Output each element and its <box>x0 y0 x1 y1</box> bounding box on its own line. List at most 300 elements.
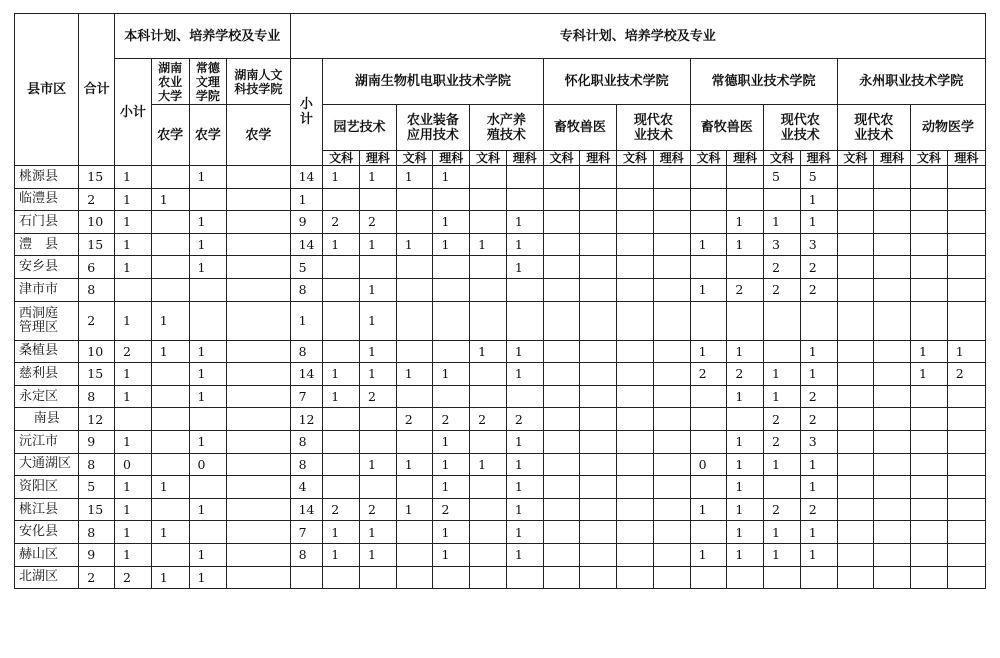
count-cell: 1 <box>470 453 507 476</box>
count-cell <box>764 340 801 363</box>
count-cell <box>396 278 433 301</box>
count-cell: 1 <box>690 340 727 363</box>
table-row <box>15 430 986 453</box>
count-cell <box>617 278 654 301</box>
count-cell: 1 <box>800 521 837 544</box>
count-cell: 1 <box>800 188 837 211</box>
county-name: 资阳区 <box>15 476 79 499</box>
major-veterinary-yongzhou: 动物医学 <box>910 105 985 151</box>
count-cell <box>580 408 617 431</box>
count-cell: 1 <box>506 211 543 234</box>
count-cell: 1 <box>115 301 152 340</box>
count-cell <box>543 256 580 279</box>
count-cell <box>653 188 690 211</box>
count-cell <box>151 408 189 431</box>
count-cell <box>837 408 874 431</box>
count-cell <box>653 453 690 476</box>
count-cell: 1 <box>690 498 727 521</box>
count-cell: 1 <box>433 430 470 453</box>
count-cell <box>580 430 617 453</box>
count-cell <box>874 476 911 499</box>
count-cell: 7 <box>290 385 323 408</box>
count-cell <box>653 301 690 340</box>
count-cell <box>947 543 985 566</box>
track-science-header: 理科 <box>580 151 617 166</box>
county-name: 津市市 <box>15 278 79 301</box>
count-cell: 14 <box>290 233 323 256</box>
count-cell: 1 <box>506 363 543 386</box>
county-name: 澧 县 <box>15 233 79 256</box>
count-cell <box>910 476 947 499</box>
count-cell <box>617 188 654 211</box>
count-cell <box>910 188 947 211</box>
count-cell <box>617 301 654 340</box>
count-cell <box>115 278 152 301</box>
count-cell <box>874 363 911 386</box>
count-cell: 1 <box>290 301 323 340</box>
count-cell <box>396 188 433 211</box>
count-cell <box>151 543 189 566</box>
count-cell <box>617 408 654 431</box>
count-cell: 1 <box>433 166 470 189</box>
total-cell: 2 <box>79 566 115 589</box>
count-cell <box>947 430 985 453</box>
count-cell <box>227 430 290 453</box>
count-cell: 1 <box>690 543 727 566</box>
count-cell <box>359 188 396 211</box>
count-cell <box>653 408 690 431</box>
count-cell: 1 <box>396 498 433 521</box>
major-agri-equipment: 农业装备 应用技术 <box>396 105 469 151</box>
count-cell: 1 <box>115 256 152 279</box>
count-cell: 1 <box>359 233 396 256</box>
count-cell: 2 <box>433 498 470 521</box>
count-cell: 8 <box>290 278 323 301</box>
count-cell <box>837 301 874 340</box>
count-cell: 1 <box>506 430 543 453</box>
count-cell <box>690 211 727 234</box>
school-hunan-biomech-vocational: 湖南生物机电职业技术学院 <box>323 59 543 105</box>
count-cell <box>470 166 507 189</box>
total-cell: 8 <box>79 453 115 476</box>
count-cell <box>580 166 617 189</box>
count-cell <box>580 211 617 234</box>
count-cell: 1 <box>189 256 227 279</box>
table-row <box>15 521 986 544</box>
count-cell: 3 <box>800 233 837 256</box>
count-cell: 1 <box>115 188 152 211</box>
count-cell: 1 <box>727 340 764 363</box>
county-name: 桃源县 <box>15 166 79 189</box>
count-cell: 1 <box>359 453 396 476</box>
count-cell <box>837 211 874 234</box>
school-hunan-humanities-tech: 湖南人文 科技学院 <box>227 59 290 105</box>
count-cell <box>396 476 433 499</box>
count-cell: 1 <box>151 476 189 499</box>
major-animal-husbandry-huaihua: 畜牧兽医 <box>543 105 616 151</box>
count-cell <box>323 453 360 476</box>
count-cell: 1 <box>910 340 947 363</box>
county-name: 西洞庭 管理区 <box>15 301 79 340</box>
total-cell: 8 <box>79 521 115 544</box>
school-changde-vocational: 常德职业技术学院 <box>690 59 837 105</box>
count-cell <box>617 233 654 256</box>
count-cell: 1 <box>396 453 433 476</box>
count-cell <box>947 521 985 544</box>
count-cell <box>580 543 617 566</box>
count-cell: 1 <box>690 233 727 256</box>
count-cell <box>727 566 764 589</box>
count-cell <box>580 256 617 279</box>
school-changde-arts-science: 常德 文理 学院 <box>189 59 227 105</box>
enrollment-plan-table <box>14 13 986 589</box>
count-cell <box>543 278 580 301</box>
total-cell: 15 <box>79 498 115 521</box>
count-cell <box>690 256 727 279</box>
total-cell: 9 <box>79 543 115 566</box>
count-cell <box>433 278 470 301</box>
count-cell <box>189 301 227 340</box>
track-science-header: 理科 <box>874 151 911 166</box>
count-cell: 12 <box>290 408 323 431</box>
count-cell: 2 <box>764 278 801 301</box>
count-cell <box>910 385 947 408</box>
count-cell <box>543 385 580 408</box>
total-header: 合计 <box>79 14 115 166</box>
table-row <box>15 301 986 340</box>
count-cell <box>151 430 189 453</box>
table-row <box>15 543 986 566</box>
count-cell <box>727 256 764 279</box>
count-cell: 2 <box>359 498 396 521</box>
count-cell: 1 <box>151 340 189 363</box>
count-cell <box>947 166 985 189</box>
total-cell: 9 <box>79 430 115 453</box>
count-cell <box>227 188 290 211</box>
count-cell <box>617 498 654 521</box>
count-cell <box>837 543 874 566</box>
count-cell: 2 <box>800 278 837 301</box>
count-cell <box>727 408 764 431</box>
count-cell: 2 <box>359 385 396 408</box>
count-cell <box>543 340 580 363</box>
count-cell <box>653 430 690 453</box>
count-cell <box>874 453 911 476</box>
count-cell <box>653 363 690 386</box>
count-cell: 1 <box>470 340 507 363</box>
county-name: 大通湖区 <box>15 453 79 476</box>
count-cell <box>323 430 360 453</box>
count-cell: 1 <box>433 211 470 234</box>
count-cell <box>653 340 690 363</box>
table-row <box>15 166 986 189</box>
count-cell <box>764 188 801 211</box>
count-cell <box>910 233 947 256</box>
table-row <box>15 363 986 386</box>
count-cell: 1 <box>800 453 837 476</box>
count-cell: 1 <box>189 566 227 589</box>
count-cell: 1 <box>506 453 543 476</box>
count-cell <box>690 476 727 499</box>
count-cell <box>617 385 654 408</box>
county-name: 安化县 <box>15 521 79 544</box>
total-cell: 6 <box>79 256 115 279</box>
count-cell <box>433 385 470 408</box>
count-cell: 2 <box>323 211 360 234</box>
table-row <box>15 340 986 363</box>
count-cell <box>470 256 507 279</box>
count-cell <box>727 301 764 340</box>
count-cell <box>470 566 507 589</box>
count-cell <box>690 566 727 589</box>
total-cell: 12 <box>79 408 115 431</box>
count-cell <box>617 476 654 499</box>
count-cell <box>874 340 911 363</box>
count-cell <box>837 566 874 589</box>
count-cell <box>653 211 690 234</box>
count-cell <box>947 256 985 279</box>
count-cell: 1 <box>323 521 360 544</box>
count-cell <box>470 363 507 386</box>
count-cell: 1 <box>189 166 227 189</box>
count-cell: 1 <box>323 363 360 386</box>
count-cell: 1 <box>115 521 152 544</box>
count-cell: 1 <box>151 521 189 544</box>
count-cell <box>227 521 290 544</box>
count-cell <box>910 278 947 301</box>
major-modern-agri-yongzhou: 现代农 业技术 <box>837 105 910 151</box>
count-cell: 1 <box>764 521 801 544</box>
county-name: 北湖区 <box>15 566 79 589</box>
count-cell <box>433 340 470 363</box>
count-cell <box>506 385 543 408</box>
major-agronomy-3: 农学 <box>227 105 290 166</box>
count-cell <box>653 476 690 499</box>
count-cell: 1 <box>764 453 801 476</box>
count-cell <box>396 430 433 453</box>
track-science-header: 理科 <box>727 151 764 166</box>
count-cell <box>837 430 874 453</box>
total-cell: 8 <box>79 278 115 301</box>
count-cell <box>874 498 911 521</box>
count-cell <box>617 543 654 566</box>
count-cell <box>227 211 290 234</box>
count-cell <box>359 430 396 453</box>
count-cell: 2 <box>947 363 985 386</box>
count-cell <box>227 498 290 521</box>
count-cell: 2 <box>323 498 360 521</box>
count-cell <box>874 408 911 431</box>
count-cell <box>910 453 947 476</box>
count-cell <box>151 453 189 476</box>
count-cell: 1 <box>189 543 227 566</box>
count-cell: 1 <box>800 211 837 234</box>
count-cell: 2 <box>396 408 433 431</box>
count-cell <box>874 278 911 301</box>
track-arts-header: 文科 <box>837 151 874 166</box>
count-cell <box>947 453 985 476</box>
count-cell <box>690 166 727 189</box>
count-cell <box>727 188 764 211</box>
count-cell: 1 <box>506 498 543 521</box>
count-cell <box>396 543 433 566</box>
count-cell: 1 <box>115 430 152 453</box>
count-cell <box>543 166 580 189</box>
count-cell <box>189 521 227 544</box>
count-cell <box>580 363 617 386</box>
count-cell: 1 <box>470 233 507 256</box>
count-cell: 1 <box>151 188 189 211</box>
count-cell <box>396 301 433 340</box>
count-cell: 1 <box>359 543 396 566</box>
count-cell <box>543 408 580 431</box>
count-cell <box>837 363 874 386</box>
count-cell <box>947 476 985 499</box>
major-horticulture: 园艺技术 <box>323 105 396 151</box>
table-row <box>15 476 986 499</box>
count-cell <box>837 256 874 279</box>
count-cell: 1 <box>727 521 764 544</box>
count-cell <box>910 166 947 189</box>
count-cell <box>617 453 654 476</box>
count-cell: 1 <box>189 430 227 453</box>
count-cell <box>874 233 911 256</box>
count-cell: 1 <box>433 543 470 566</box>
count-cell: 1 <box>764 385 801 408</box>
count-cell: 2 <box>470 408 507 431</box>
count-cell: 1 <box>433 363 470 386</box>
count-cell: 1 <box>396 166 433 189</box>
count-cell <box>115 408 152 431</box>
count-cell <box>543 476 580 499</box>
count-cell <box>653 166 690 189</box>
track-arts-header: 文科 <box>764 151 801 166</box>
count-cell <box>470 211 507 234</box>
count-cell <box>543 188 580 211</box>
track-arts-header: 文科 <box>617 151 654 166</box>
count-cell: 14 <box>290 363 323 386</box>
total-cell: 15 <box>79 363 115 386</box>
count-cell <box>396 340 433 363</box>
total-cell: 2 <box>79 301 115 340</box>
count-cell: 2 <box>800 385 837 408</box>
count-cell: 2 <box>764 408 801 431</box>
count-cell <box>653 543 690 566</box>
count-cell <box>543 211 580 234</box>
count-cell <box>580 566 617 589</box>
count-cell <box>690 521 727 544</box>
undergrad-subtotal-header: 小计 <box>115 59 152 166</box>
count-cell <box>947 408 985 431</box>
count-cell <box>764 301 801 340</box>
count-cell <box>580 278 617 301</box>
count-cell: 1 <box>764 211 801 234</box>
count-cell <box>433 188 470 211</box>
track-arts-header: 文科 <box>323 151 360 166</box>
count-cell <box>580 301 617 340</box>
county-name: 南县 <box>15 408 79 431</box>
count-cell <box>617 566 654 589</box>
count-cell <box>470 278 507 301</box>
count-cell <box>653 233 690 256</box>
count-cell <box>837 278 874 301</box>
count-cell <box>151 256 189 279</box>
count-cell: 2 <box>433 408 470 431</box>
table-header <box>15 14 986 166</box>
count-cell <box>653 566 690 589</box>
major-modern-agri-changde: 现代农 业技术 <box>764 105 837 151</box>
count-cell <box>506 188 543 211</box>
count-cell: 5 <box>764 166 801 189</box>
count-cell <box>151 278 189 301</box>
total-cell: 5 <box>79 476 115 499</box>
count-cell <box>910 521 947 544</box>
count-cell <box>837 233 874 256</box>
count-cell <box>543 521 580 544</box>
count-cell <box>617 363 654 386</box>
count-cell <box>227 256 290 279</box>
count-cell <box>151 233 189 256</box>
count-cell <box>617 256 654 279</box>
count-cell <box>323 278 360 301</box>
count-cell <box>543 301 580 340</box>
count-cell <box>227 278 290 301</box>
count-cell <box>580 476 617 499</box>
count-cell <box>580 340 617 363</box>
county-name: 桑植县 <box>15 340 79 363</box>
count-cell <box>227 233 290 256</box>
count-cell: 1 <box>433 521 470 544</box>
count-cell: 8 <box>290 430 323 453</box>
count-cell <box>543 566 580 589</box>
count-cell <box>189 476 227 499</box>
total-cell: 15 <box>79 233 115 256</box>
count-cell <box>910 430 947 453</box>
count-cell <box>874 385 911 408</box>
count-cell <box>653 521 690 544</box>
track-arts-header: 文科 <box>690 151 727 166</box>
table-row <box>15 408 986 431</box>
total-cell: 10 <box>79 211 115 234</box>
count-cell <box>470 476 507 499</box>
count-cell: 1 <box>727 498 764 521</box>
count-cell: 1 <box>115 166 152 189</box>
count-cell: 1 <box>359 166 396 189</box>
track-science-header: 理科 <box>947 151 985 166</box>
count-cell <box>617 166 654 189</box>
count-cell: 1 <box>189 498 227 521</box>
count-cell <box>947 188 985 211</box>
count-cell <box>617 340 654 363</box>
count-cell <box>764 476 801 499</box>
count-cell: 1 <box>396 233 433 256</box>
count-cell <box>323 188 360 211</box>
count-cell: 1 <box>727 543 764 566</box>
count-cell: 1 <box>800 363 837 386</box>
count-cell <box>653 256 690 279</box>
track-science-header: 理科 <box>359 151 396 166</box>
count-cell: 1 <box>115 233 152 256</box>
count-cell: 2 <box>800 408 837 431</box>
count-cell <box>837 166 874 189</box>
school-huaihua-vocational: 怀化职业技术学院 <box>543 59 690 105</box>
count-cell: 1 <box>506 521 543 544</box>
track-arts-header: 文科 <box>470 151 507 166</box>
count-cell <box>470 498 507 521</box>
count-cell: 1 <box>189 385 227 408</box>
count-cell <box>470 385 507 408</box>
count-cell <box>227 543 290 566</box>
